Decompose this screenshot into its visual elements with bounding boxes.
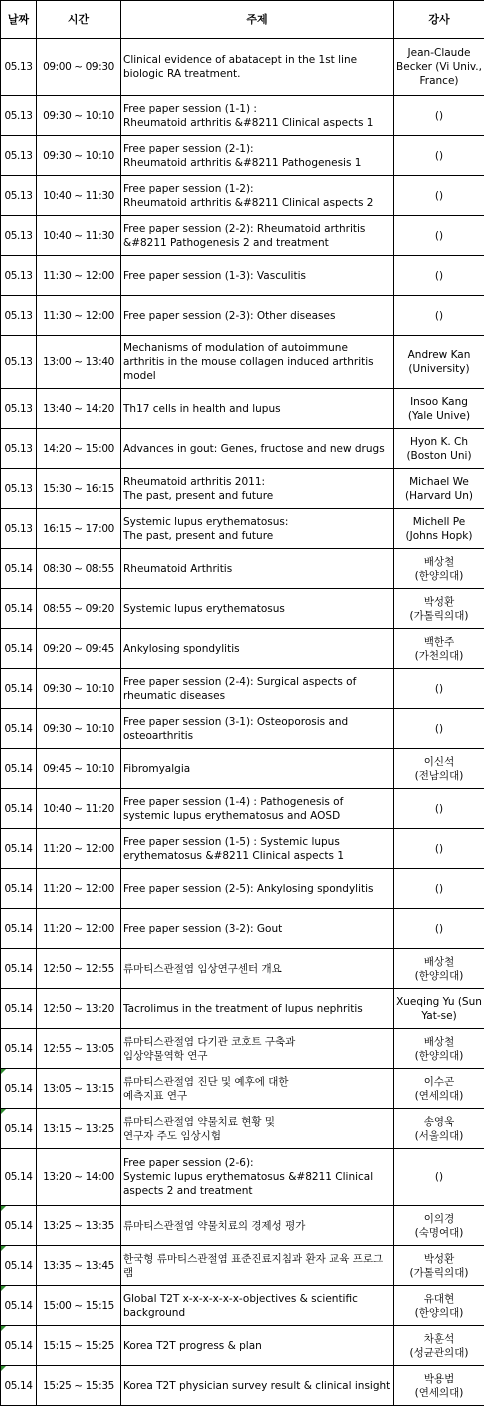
date-text: 05.14	[4, 602, 33, 615]
cell-time: 09:45 ~ 10:10	[37, 749, 121, 789]
cell-topic: Free paper session (1-1) : Rheumatoid arthritis &#8211 Clinical aspects 1	[121, 96, 394, 136]
cell-date	[1, 949, 37, 989]
cell-speaker: Michael We (Harvard Un)	[394, 469, 484, 509]
cell-time: 16:15 ~ 17:00	[37, 509, 121, 549]
cell-time: 15:30 ~ 16:15	[37, 469, 121, 509]
cell-topic: Korea T2T progress & plan	[121, 1326, 394, 1366]
cell-date	[1, 549, 37, 589]
cell-speaker: ()	[394, 256, 484, 296]
table-row	[1, 136, 484, 176]
cell-time: 09:30 ~ 10:10	[37, 136, 121, 176]
cell-time: 12:50 ~ 12:55	[37, 949, 121, 989]
cell-date	[1, 389, 37, 429]
date-text: 05.14	[4, 882, 33, 895]
date-text: 05.14	[4, 762, 33, 775]
cell-date	[1, 1206, 37, 1246]
cell-date	[1, 669, 37, 709]
cell-topic: Systemic lupus erythematosus	[121, 589, 394, 629]
date-text: 05.14	[4, 1002, 33, 1015]
cell-speaker: 백한주 (가천의대)	[394, 629, 484, 669]
cell-speaker: ()	[394, 669, 484, 709]
date-text: 05.14	[4, 922, 33, 935]
cell-date	[1, 336, 37, 389]
table-row	[1, 336, 484, 389]
cell-date	[1, 256, 37, 296]
table-row	[1, 176, 484, 216]
cell-date	[1, 749, 37, 789]
cell-topic: Systemic lupus erythematosus: The past, present and future	[121, 509, 394, 549]
cell-speaker: ()	[394, 829, 484, 869]
date-text: 05.14	[4, 1082, 33, 1095]
cell-time: 08:55 ~ 09:20	[37, 589, 121, 629]
cell-speaker: 배상철 (한양의대)	[394, 549, 484, 589]
header-topic: 주제	[121, 1, 394, 39]
cell-topic: 류마티스관절염 약물치료의 경제성 평가	[121, 1206, 394, 1246]
cell-speaker: 박성환 (가톨릭의대)	[394, 589, 484, 629]
cell-time: 15:00 ~ 15:15	[37, 1286, 121, 1326]
cell-date	[1, 136, 37, 176]
date-text: 05.14	[4, 1339, 33, 1352]
cell-speaker: Insoo Kang (Yale Unive)	[394, 389, 484, 429]
cell-time: 11:30 ~ 12:00	[37, 296, 121, 336]
cell-time: 13:20 ~ 14:00	[37, 1149, 121, 1206]
cell-time: 11:20 ~ 12:00	[37, 829, 121, 869]
cell-time: 11:20 ~ 12:00	[37, 909, 121, 949]
cell-date	[1, 989, 37, 1029]
date-text: 05.14	[4, 1379, 33, 1392]
cell-time: 11:30 ~ 12:00	[37, 256, 121, 296]
cell-topic: Free paper session (1-3): Vasculitis	[121, 256, 394, 296]
cell-speaker: ()	[394, 136, 484, 176]
table-row	[1, 1366, 484, 1406]
cell-time: 13:40 ~ 14:20	[37, 389, 121, 429]
table-row	[1, 1109, 484, 1149]
cell-date	[1, 909, 37, 949]
cell-date	[1, 709, 37, 749]
date-text: 05.14	[4, 1259, 33, 1272]
table-row	[1, 1246, 484, 1286]
cell-speaker: 이수곤 (연세의대)	[394, 1069, 484, 1109]
cell-topic: Free paper session (2-3): Other diseases	[121, 296, 394, 336]
table-row	[1, 709, 484, 749]
date-text: 05.13	[4, 309, 33, 322]
table-row	[1, 389, 484, 429]
table-row	[1, 1206, 484, 1246]
cell-date	[1, 1069, 37, 1109]
table-row	[1, 1149, 484, 1206]
table-row	[1, 469, 484, 509]
table-header	[1, 1, 484, 39]
cell-date	[1, 1326, 37, 1366]
cell-speaker: Hyon K. Ch (Boston Uni)	[394, 429, 484, 469]
date-text: 05.13	[4, 356, 33, 368]
cell-speaker: Xueqing Yu (Sun Yat-se)	[394, 989, 484, 1029]
cell-time: 09:30 ~ 10:10	[37, 96, 121, 136]
header-row	[1, 1, 484, 39]
comment-indicator-icon	[1, 1109, 6, 1114]
cell-speaker: 박성환 (가톨릭의대)	[394, 1246, 484, 1286]
cell-topic: Advances in gout: Genes, fructose and new drugs	[121, 429, 394, 469]
date-text: 05.14	[4, 1171, 33, 1183]
comment-indicator-icon	[1, 1206, 6, 1211]
table-row	[1, 296, 484, 336]
cell-topic: Free paper session (3-1): Osteoporosis and osteoarthritis	[121, 709, 394, 749]
cell-date	[1, 789, 37, 829]
cell-speaker: 송영욱 (서울의대)	[394, 1109, 484, 1149]
table-row	[1, 96, 484, 136]
cell-date	[1, 39, 37, 96]
cell-date	[1, 469, 37, 509]
cell-time: 13:35 ~ 13:45	[37, 1246, 121, 1286]
cell-date	[1, 1109, 37, 1149]
comment-indicator-icon	[1, 1366, 6, 1371]
cell-speaker: 이의경 (숙명여대)	[394, 1206, 484, 1246]
table-row	[1, 629, 484, 669]
cell-date	[1, 1029, 37, 1069]
date-text: 05.14	[4, 722, 33, 735]
cell-topic: Fibromyalgia	[121, 749, 394, 789]
date-text: 05.14	[4, 1042, 33, 1055]
cell-date	[1, 176, 37, 216]
cell-speaker: Andrew Kan (University)	[394, 336, 484, 389]
cell-speaker: Michell Pe (Johns Hopk)	[394, 509, 484, 549]
cell-topic: Mechanisms of modulation of autoimmune arthritis in the mouse collagen induced arthritis model	[121, 336, 394, 389]
cell-speaker: 이신석 (전남의대)	[394, 749, 484, 789]
table-row	[1, 789, 484, 829]
cell-topic: Free paper session (2-5): Ankylosing spondylitis	[121, 869, 394, 909]
cell-speaker: ()	[394, 96, 484, 136]
table-row	[1, 1069, 484, 1109]
cell-topic: Tacrolimus in the treatment of lupus nephritis	[121, 989, 394, 1029]
cell-date	[1, 1286, 37, 1326]
cell-speaker: ()	[394, 296, 484, 336]
table-row	[1, 829, 484, 869]
date-text: 05.13	[4, 442, 33, 455]
cell-date	[1, 829, 37, 869]
cell-topic: Korea T2T physician survey result & clinical insight	[121, 1366, 394, 1406]
table-row	[1, 549, 484, 589]
date-text: 05.13	[4, 522, 33, 535]
cell-date	[1, 96, 37, 136]
cell-date	[1, 216, 37, 256]
cell-time: 09:00 ~ 09:30	[37, 39, 121, 96]
cell-speaker: 박용범 (연세의대)	[394, 1366, 484, 1406]
date-text: 05.13	[4, 402, 33, 415]
table-row	[1, 669, 484, 709]
cell-time: 11:20 ~ 12:00	[37, 869, 121, 909]
cell-topic: Th17 cells in health and lupus	[121, 389, 394, 429]
cell-time: 10:40 ~ 11:30	[37, 176, 121, 216]
cell-time: 15:25 ~ 15:35	[37, 1366, 121, 1406]
cell-time: 13:05 ~ 13:15	[37, 1069, 121, 1109]
date-text: 05.13	[4, 149, 33, 162]
comment-indicator-icon	[1, 1246, 6, 1251]
table-row	[1, 1326, 484, 1366]
cell-speaker: ()	[394, 216, 484, 256]
table-row	[1, 869, 484, 909]
cell-speaker: ()	[394, 789, 484, 829]
comment-indicator-icon	[1, 1069, 6, 1074]
cell-time: 12:50 ~ 13:20	[37, 989, 121, 1029]
date-text: 05.13	[4, 109, 33, 122]
cell-time: 12:55 ~ 13:05	[37, 1029, 121, 1069]
table-row	[1, 749, 484, 789]
cell-speaker: Jean-Claude Becker (Vi Univ., France)	[394, 39, 484, 96]
cell-topic: Global T2T x-x-x-x-x-x-objectives & scientific background	[121, 1286, 394, 1326]
date-text: 05.13	[4, 482, 33, 495]
date-text: 05.13	[4, 229, 33, 242]
cell-topic: Ankylosing spondylitis	[121, 629, 394, 669]
table-row	[1, 989, 484, 1029]
header-time: 시간	[37, 1, 121, 39]
table-row	[1, 509, 484, 549]
date-text: 05.14	[4, 642, 33, 655]
cell-time: 13:15 ~ 13:25	[37, 1109, 121, 1149]
cell-speaker: ()	[394, 1149, 484, 1206]
cell-topic: 류마티스관절염 다기관 코호트 구축과 임상약물역학 연구	[121, 1029, 394, 1069]
cell-topic: Free paper session (2-1): Rheumatoid arthritis &#8211 Pathogenesis 1	[121, 136, 394, 176]
cell-topic: 류마티스관절염 진단 및 예후에 대한 예측지표 연구	[121, 1069, 394, 1109]
comment-indicator-icon	[1, 1286, 6, 1291]
date-text: 05.14	[4, 562, 33, 575]
cell-time: 15:15 ~ 15:25	[37, 1326, 121, 1366]
cell-time: 13:00 ~ 13:40	[37, 336, 121, 389]
comment-indicator-icon	[1, 1326, 6, 1331]
table-row	[1, 429, 484, 469]
cell-speaker: ()	[394, 869, 484, 909]
cell-topic: Rheumatoid arthritis 2011: The past, present and future	[121, 469, 394, 509]
cell-date	[1, 1246, 37, 1286]
table-row	[1, 39, 484, 96]
date-text: 05.14	[4, 682, 33, 695]
date-text: 05.14	[4, 802, 33, 815]
table-row	[1, 589, 484, 629]
date-text: 05.13	[4, 269, 33, 282]
date-text: 05.14	[4, 962, 33, 975]
cell-topic: 류마티스관절염 약물치료 현황 및 연구자 주도 임상시험	[121, 1109, 394, 1149]
cell-time: 09:30 ~ 10:10	[37, 709, 121, 749]
table-row	[1, 909, 484, 949]
cell-speaker: 유대현 (한양의대)	[394, 1286, 484, 1326]
cell-date	[1, 1149, 37, 1206]
cell-topic: Free paper session (1-5) : Systemic lupus erythematosus &#8211 Clinical aspects 1	[121, 829, 394, 869]
table-row	[1, 949, 484, 989]
cell-time: 10:40 ~ 11:30	[37, 216, 121, 256]
cell-time: 08:30 ~ 08:55	[37, 549, 121, 589]
cell-topic: Clinical evidence of abatacept in the 1st line biologic RA treatment.	[121, 39, 394, 96]
cell-speaker: 배상철 (한양의대)	[394, 1029, 484, 1069]
date-text: 05.13	[4, 189, 33, 202]
cell-date	[1, 589, 37, 629]
header-date: 날짜	[1, 1, 37, 39]
header-speaker: 강사	[394, 1, 484, 39]
cell-speaker: ()	[394, 909, 484, 949]
date-text: 05.14	[4, 1299, 33, 1312]
table-row	[1, 216, 484, 256]
cell-date	[1, 296, 37, 336]
cell-topic: Rheumatoid Arthritis	[121, 549, 394, 589]
cell-speaker: 차훈석 (성균관의대)	[394, 1326, 484, 1366]
cell-time: 10:40 ~ 11:20	[37, 789, 121, 829]
cell-time: 09:20 ~ 09:45	[37, 629, 121, 669]
cell-topic: Free paper session (2-6): Systemic lupus erythematosus &#8211 Clinical aspects 2 and treatment	[121, 1149, 394, 1206]
cell-date	[1, 1366, 37, 1406]
cell-speaker: ()	[394, 176, 484, 216]
cell-speaker: ()	[394, 709, 484, 749]
cell-topic: 한국형 류마티스관절염 표준진료지침과 환자 교육 프로그램	[121, 1246, 394, 1286]
cell-speaker: 배상철 (한양의대)	[394, 949, 484, 989]
cell-topic: Free paper session (2-4): Surgical aspects of rheumatic diseases	[121, 669, 394, 709]
table-row	[1, 1286, 484, 1326]
cell-time: 09:30 ~ 10:10	[37, 669, 121, 709]
date-text: 05.14	[4, 842, 33, 855]
date-text: 05.13	[4, 61, 33, 73]
date-text: 05.14	[4, 1219, 33, 1232]
cell-date	[1, 429, 37, 469]
cell-date	[1, 869, 37, 909]
cell-topic: Free paper session (1-2): Rheumatoid arthritis &#8211 Clinical aspects 2	[121, 176, 394, 216]
cell-topic: Free paper session (3-2): Gout	[121, 909, 394, 949]
cell-topic: Free paper session (1-4) : Pathogenesis of systemic lupus erythematosus and AOSD	[121, 789, 394, 829]
table-row	[1, 256, 484, 296]
schedule-body	[1, 39, 484, 1406]
cell-date	[1, 629, 37, 669]
table-row	[1, 1029, 484, 1069]
cell-time: 14:20 ~ 15:00	[37, 429, 121, 469]
cell-date	[1, 509, 37, 549]
cell-topic: 류마티스관절염 임상연구센터 개요	[121, 949, 394, 989]
date-text: 05.14	[4, 1122, 33, 1135]
cell-time: 13:25 ~ 13:35	[37, 1206, 121, 1246]
cell-topic: Free paper session (2-2): Rheumatoid arthritis &#8211 Pathogenesis 2 and treatment	[121, 216, 394, 256]
